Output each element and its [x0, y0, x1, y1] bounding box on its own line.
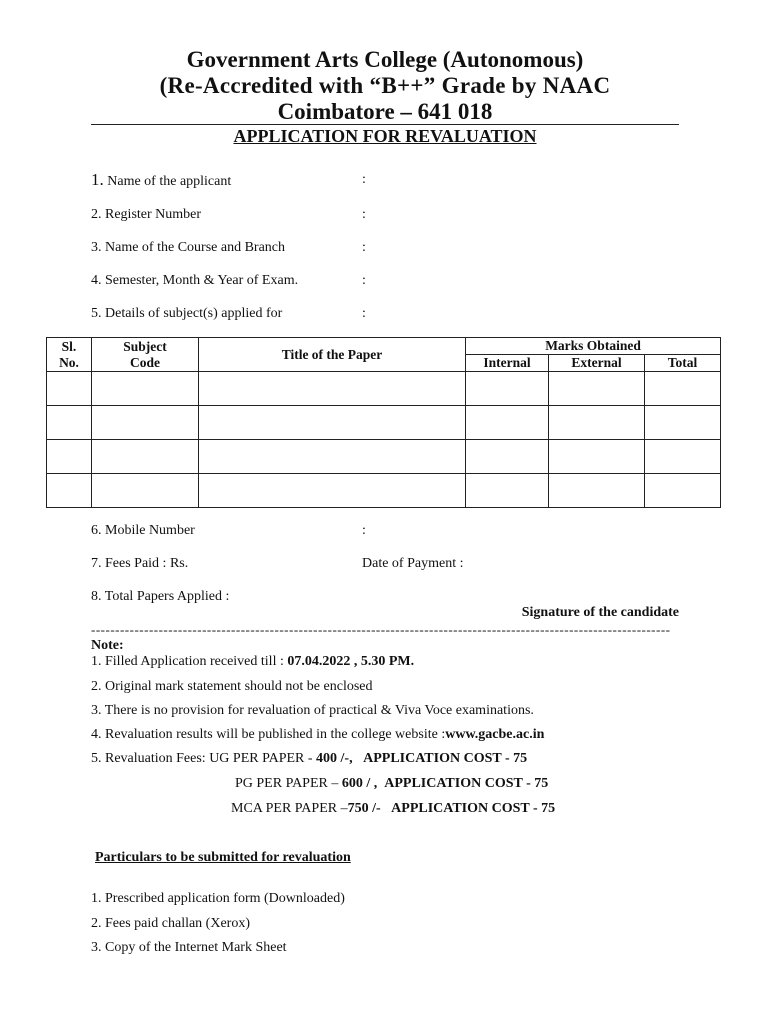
col-code-line2: Code	[130, 354, 160, 370]
cell[interactable]	[47, 440, 92, 474]
note-2: 2. Original mark statement should not be enclosed	[91, 679, 373, 694]
particulars-heading: Particulars to be submitted for revaluation	[95, 850, 351, 865]
ug-fee: 400 /-,	[316, 751, 353, 766]
cell[interactable]	[549, 372, 645, 406]
mca-fee-line	[231, 801, 555, 817]
field-course-branch: 3. Name of the Course and Branch	[91, 240, 285, 255]
cell[interactable]	[92, 440, 199, 474]
cell[interactable]	[645, 440, 721, 474]
ug-application-cost: APPLICATION COST - 75	[363, 751, 528, 766]
cell[interactable]	[549, 440, 645, 474]
colon: :	[362, 240, 366, 255]
colon: :	[362, 523, 366, 538]
cell[interactable]	[549, 474, 645, 508]
note-1	[91, 654, 414, 670]
pg-text: PG PER PAPER –	[235, 776, 342, 791]
cell[interactable]	[47, 372, 92, 406]
college-website-link[interactable]: www.gacbe.ac.in	[445, 727, 545, 742]
pg-fee: 600 / ,	[341, 776, 378, 791]
table-row	[47, 474, 721, 508]
cell[interactable]	[645, 372, 721, 406]
cell[interactable]	[199, 440, 466, 474]
cell[interactable]	[92, 474, 199, 508]
note-5	[91, 751, 527, 767]
cell[interactable]	[199, 372, 466, 406]
cell[interactable]	[199, 406, 466, 440]
form-title: APPLICATION FOR REVALUATION	[233, 126, 537, 146]
pg-fee-line	[235, 776, 548, 792]
cell[interactable]	[47, 406, 92, 440]
note-4	[91, 727, 544, 743]
cell[interactable]	[645, 406, 721, 440]
col-external: External	[549, 355, 645, 372]
mca-application-cost: APPLICATION COST - 75	[391, 801, 556, 816]
col-title: Title of the Paper	[199, 338, 466, 372]
pg-application-cost: APPLICATION COST - 75	[384, 776, 549, 791]
particulars-item-2: 2. Fees paid challan (Xerox)	[91, 916, 250, 931]
note-text: 4. Revaluation results will be published in the college website :	[91, 727, 446, 742]
particulars-item-1: 1. Prescribed application form (Downloaded)	[91, 891, 345, 906]
field-subject-details: 5. Details of subject(s) applied for	[91, 306, 283, 321]
cell[interactable]	[92, 372, 199, 406]
cell[interactable]	[466, 372, 549, 406]
header-divider	[91, 124, 679, 125]
colon: :	[362, 172, 366, 187]
cell[interactable]	[466, 474, 549, 508]
col-sl-line1: Sl.	[61, 338, 77, 354]
col-sl-no	[47, 338, 92, 372]
cell[interactable]	[199, 474, 466, 508]
mca-text: MCA PER PAPER –	[231, 801, 348, 816]
particulars-item-3: 3. Copy of the Internet Mark Sheet	[91, 940, 287, 955]
note-text: 1. Filled Application received till :	[91, 654, 288, 669]
note-heading: Note:	[91, 638, 124, 653]
colon: :	[362, 207, 366, 222]
cell[interactable]	[92, 406, 199, 440]
field-label: Name of the applicant	[103, 174, 232, 189]
col-total: Total	[645, 355, 721, 372]
deadline: 07.04.2022 , 5.30 PM.	[287, 654, 415, 669]
field-fees-paid: 7. Fees Paid : Rs.	[91, 556, 189, 571]
cell[interactable]	[466, 406, 549, 440]
colon: :	[362, 273, 366, 288]
table-row	[47, 406, 721, 440]
table-row	[47, 372, 721, 406]
field-register-number: 2. Register Number	[91, 207, 202, 222]
field-number: 1.	[91, 170, 104, 189]
mca-fee: 750 /-	[347, 801, 381, 816]
col-code-line1: Subject	[123, 338, 167, 354]
city-line: Coimbatore – 641 018	[277, 99, 493, 124]
field-applicant-name	[91, 170, 231, 190]
cell[interactable]	[47, 474, 92, 508]
col-sl-line2: No.	[59, 354, 79, 370]
note-3: 3. There is no provision for revaluation of practical & Viva Voce examinations.	[91, 703, 534, 718]
cell[interactable]	[466, 440, 549, 474]
cell[interactable]	[645, 474, 721, 508]
field-date-of-payment: Date of Payment :	[362, 556, 464, 571]
accreditation-line: (Re-Accredited with “B++” Grade by NAAC	[159, 73, 611, 98]
signature-label: Signature of the candidate	[521, 605, 679, 620]
colon: :	[362, 306, 366, 321]
field-mobile-number: 6. Mobile Number	[91, 523, 195, 538]
separator-line: ------------------------------------------------------------------------------------------------------------------------	[91, 622, 671, 637]
subjects-table	[46, 337, 721, 508]
field-semester: 4. Semester, Month & Year of Exam.	[91, 273, 299, 288]
note-text: 5. Revaluation Fees: UG PER PAPER -	[91, 751, 317, 766]
table-row	[47, 440, 721, 474]
cell[interactable]	[549, 406, 645, 440]
college-name: Government Arts College (Autonomous)	[186, 47, 584, 72]
col-subject-code	[92, 338, 199, 372]
col-internal: Internal	[466, 355, 549, 372]
col-marks-obtained: Marks Obtained	[466, 338, 721, 355]
field-total-papers: 8. Total Papers Applied :	[91, 589, 230, 604]
